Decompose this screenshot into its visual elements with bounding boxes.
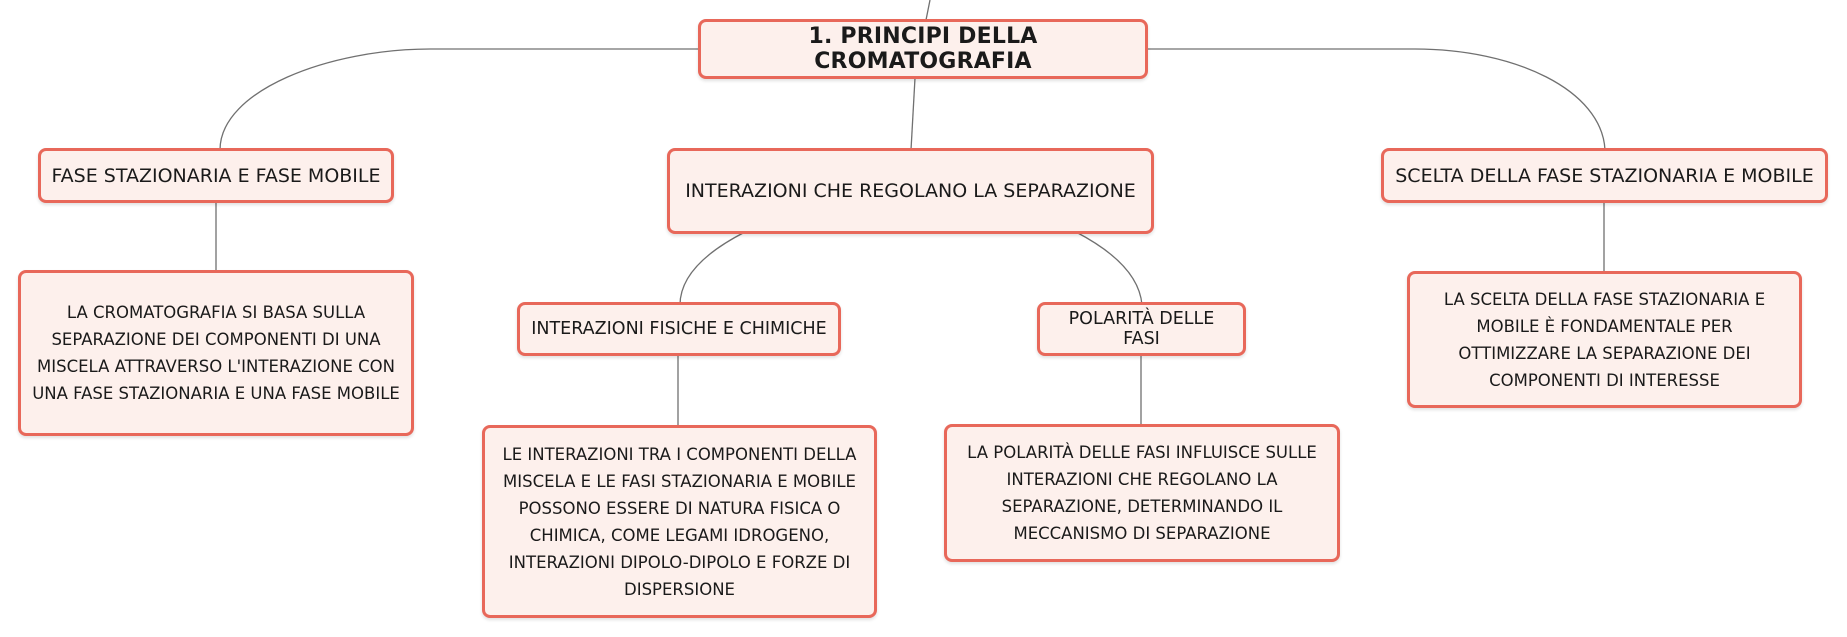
subtopic-node-label: POLARITÀ DELLE FASI — [1068, 309, 1215, 349]
subtopic-node-polarita-fasi[interactable] — [1037, 302, 1246, 356]
connector-root-to-scelta — [1146, 49, 1605, 150]
detail-node-polarita-fasi[interactable] — [944, 424, 1340, 562]
topic-node-interazioni-separazione[interactable] — [667, 148, 1154, 234]
connector-interazioni-to-fisiche — [680, 232, 745, 305]
detail-node-text: LA SCELTA DELLA FASE STAZIONARIA E MOBILE È FONDAMENTALE PER OTTIMIZZARE LA SEPARAZIONE DEI COMPONENTI DI INTERESSE — [1443, 289, 1766, 390]
detail-node-interazioni-fisiche-chimiche[interactable] — [482, 425, 877, 618]
subtopic-node-label: INTERAZIONI FISICHE E CHIMICHE — [531, 319, 827, 339]
detail-node-text: LA POLARITÀ DELLE FASI INFLUISCE SULLE INTERAZIONI CHE REGOLANO LA SEPARAZIONE, DETERMINANDO IL MECCANISMO DI SEPARAZIONE — [967, 443, 1317, 543]
topic-node-label: INTERAZIONI CHE REGOLANO LA SEPARAZIONE — [685, 180, 1136, 202]
topic-node-label: SCELTA DELLA FASE STAZIONARIA E MOBILE — [1395, 164, 1814, 187]
connector-root-incoming — [926, 0, 930, 20]
topic-node-scelta-fase[interactable] — [1381, 148, 1828, 203]
topic-node-label: FASE STAZIONARIA E FASE MOBILE — [51, 164, 381, 187]
connector-root-to-interazioni — [911, 78, 915, 150]
root-node-label: 1. PRINCIPI DELLA CROMATOGRAFIA — [808, 24, 1038, 74]
detail-node-scelta-fase[interactable] — [1407, 271, 1802, 408]
detail-node-text: LE INTERAZIONI TRA I COMPONENTI DELLA MISCELA E LE FASI STAZIONARIA E MOBILE POSSONO ESSERE DI NATURA FISICA O CHIMICA, COME LEGAMI IDROGENO, INTERAZIONI DIPOLO-DIPOLO E FORZE DI DISPERSIONE — [502, 444, 857, 599]
subtopic-node-interazioni-fisiche-chimiche[interactable] — [517, 302, 841, 356]
topic-node-fase-stazionaria-mobile[interactable] — [38, 148, 394, 203]
detail-node-text: LA CROMATOGRAFIA SI BASA SULLA SEPARAZIONE DEI COMPONENTI DI UNA MISCELA ATTRAVERSO L'INTERAZIONE CON UNA FASE STAZIONARIA E UNA FASE MOBILE — [32, 303, 400, 403]
connector-root-to-fase-stazionaria — [220, 49, 700, 150]
root-node[interactable] — [698, 19, 1148, 79]
detail-node-fase-stazionaria-mobile[interactable] — [18, 270, 414, 436]
connector-interazioni-to-polarita — [1076, 232, 1142, 305]
